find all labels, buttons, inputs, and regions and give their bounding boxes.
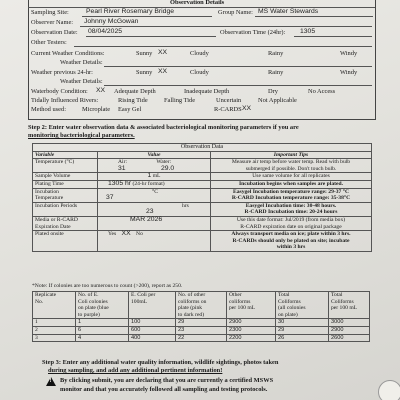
other-per-100ml-cell: 2900 <box>227 319 276 327</box>
table-row <box>33 173 372 181</box>
other-testers-label: Other Testers: <box>31 39 67 46</box>
table-row <box>33 326 370 334</box>
windy-option: Windy <box>340 50 358 57</box>
total-per-100ml-header: Total Coliforms per 100 mL <box>329 292 370 319</box>
variable-cell: Plated onsite <box>33 231 98 252</box>
replicate-no: 1 <box>33 319 76 327</box>
rising-tide-option: Rising Tide <box>118 97 148 104</box>
other-per-100ml-cell: 2300 <box>227 326 276 334</box>
uncertain-option: Uncertain <box>216 97 242 104</box>
method-easygel-option: Easy Gel <box>118 106 142 113</box>
windy-option-previous: Windy <box>340 69 358 76</box>
table-row <box>33 159 372 173</box>
group-name-value: MS Water Stewards <box>258 8 319 15</box>
current-weather-label: Current Weather Conditions: <box>31 50 105 57</box>
waterbody-condition-label: Waterbody Condition: <box>31 88 88 95</box>
not-applicable-option: Not Applicable <box>258 97 297 104</box>
sampling-site-value: Pearl River Rosemary Bridge <box>86 8 175 15</box>
warning-icon <box>46 377 56 386</box>
total-coliforms-cell: 26 <box>276 334 329 342</box>
other-coliforms-header: No. of other coliforms on plate (pink to dark red) <box>176 292 227 319</box>
variable-cell: Media or R-CARD Expiration Date <box>33 216 98 230</box>
replicate-header: Replicate No. <box>33 292 76 319</box>
other-per-100ml-header: Other coliforms per 100 mL <box>227 292 276 319</box>
adequate-depth-option: Adequate Depth <box>114 88 156 95</box>
sunny-option: Sunny <box>136 50 153 57</box>
step2-heading-cont: monitoring bacteriological parameters. <box>28 132 135 139</box>
no-access-option: No Access <box>308 88 336 95</box>
step2-heading: Step 2: Enter water observation data & associated bacteriological monitoring parameters if you are <box>28 124 299 131</box>
variable-cell: Temperature (°C) <box>33 159 98 173</box>
previous-weather-label: Weather previous 24-hr: <box>31 69 93 76</box>
value-cell: Yes XX No <box>98 231 211 252</box>
col-tips-header: Important Tips <box>211 151 372 159</box>
cloudy-option: Cloudy <box>190 50 209 57</box>
total-per-100ml-cell: 2900 <box>329 326 370 334</box>
inadequate-depth-option: Inadequate Depth <box>184 88 230 95</box>
tip-cell: Use same volume for all replicates <box>211 173 372 181</box>
sunny-check-mark: XX <box>158 49 168 56</box>
table-row <box>33 188 372 202</box>
sunny-option-previous: Sunny <box>136 69 153 76</box>
sampling-site-label: Sampling Site: <box>31 9 69 16</box>
ecoli-colonies-cell: 4 <box>76 334 129 342</box>
observation-time-label: Observation Time (24hr): <box>220 29 286 36</box>
table-row <box>33 231 372 252</box>
table-row <box>33 180 372 188</box>
col-value-header: Value <box>98 151 211 159</box>
table-row <box>33 216 372 230</box>
step3-heading: Step 3: Enter any additional water quality information, wildlife sightings, photos taken <box>42 359 279 366</box>
other-coliforms-cell: 29 <box>176 319 227 327</box>
rainy-option-previous: Rainy <box>268 69 284 76</box>
adequate-depth-check-mark: XX <box>96 87 106 94</box>
dry-option: Dry <box>268 88 278 95</box>
variable-cell: Sample Volume <box>33 173 98 181</box>
table-row <box>33 319 370 327</box>
replicate-table <box>32 291 370 342</box>
sunny-previous-check-mark: XX <box>158 68 168 75</box>
tip-cell: Incubation begins when samples are plated. <box>211 180 372 188</box>
tip-cell: Easygel Incubation time: 30-48 hours. R-CARD Incubation time: 20-24 hours <box>211 202 372 216</box>
certification-warning: By clicking submit, you are declaring that you are currently a certified MSWS <box>60 377 274 384</box>
total-per-100ml-cell: 2600 <box>329 334 370 342</box>
value-cell: hrs 23 <box>98 202 211 216</box>
other-coliforms-cell: 23 <box>176 326 227 334</box>
cloudy-option-previous: Cloudy <box>190 69 209 76</box>
method-rcards-option: R-CARDS <box>214 106 242 113</box>
ecoli-colonies-header: No. of E. Coli colonies on plate (blue to purple) <box>76 292 129 319</box>
method-used-label: Method used: <box>31 106 66 113</box>
observer-name-value: Johnny McGowan <box>84 18 139 25</box>
replicate-header-row <box>33 292 370 319</box>
value-cell: MAR 2026 <box>98 216 211 230</box>
total-per-100ml-cell: 3000 <box>329 319 370 327</box>
other-per-100ml-cell: 2200 <box>227 334 276 342</box>
too-numerous-note: *Note: If colonies are too numerous to count (>200), report as 250. <box>32 283 183 289</box>
rcards-check-mark: XX <box>242 105 252 112</box>
value-cell: °C 37 <box>98 188 211 202</box>
rainy-option: Rainy <box>268 50 284 57</box>
observation-date-value: 08/04/2025 <box>88 28 123 35</box>
replicate-no: 2 <box>33 326 76 334</box>
falling-tide-option: Falling Tide <box>164 97 196 104</box>
observation-time-value: 1305 <box>300 28 316 35</box>
variable-cell: Incubation Periods <box>33 202 98 216</box>
value-cell: 1 mL <box>98 173 211 181</box>
total-coliforms-header: Total Coliforms (all colonies on plate) <box>276 292 329 319</box>
tip-cell: Use this date format: Jul/2019 (from media box) R-CARD expiration date on original package <box>211 216 372 230</box>
other-coliforms-cell: 22 <box>176 334 227 342</box>
tidal-rivers-label: Tidally Influenced Rivers: <box>31 97 99 104</box>
weather-details-label: Weather Details: <box>60 59 103 66</box>
certification-warning-cont: monitor and that you accurately followed all sampling and testing protocols. <box>60 386 268 393</box>
value-cell: Air: Water: 31 29.0 <box>98 159 211 173</box>
observation-date-label: Observation Date: <box>31 29 78 36</box>
tip-cell: Easygel Incubation temperature range: 29-37 °C R-CARD Incubation temperature range: 35-38°C <box>211 188 372 202</box>
col-variable-header: Variable <box>33 151 98 159</box>
method-microplate-option: Microplate <box>82 106 111 113</box>
observer-name-label: Observer Name: <box>31 19 74 26</box>
table-row <box>33 202 372 216</box>
tip-cell: Always transport media on ice; plate within 3 hrs. R-CARDs should only be plated on site; incubate within 3 hrs <box>211 231 372 252</box>
observation-details-heading: Observation Details <box>170 0 225 6</box>
total-coliforms-cell: 29 <box>276 326 329 334</box>
observation-data-title: Observation Data <box>33 144 372 152</box>
ecoli-per-100ml-cell: 600 <box>129 326 176 334</box>
seal-logo <box>378 380 400 400</box>
ecoli-colonies-cell: 6 <box>76 326 129 334</box>
ecoli-colonies-cell: 1 <box>76 319 129 327</box>
weather-details-label-previous: Weather Details: <box>60 78 103 85</box>
tip-cell: Measure air temp before water temp. Read with bulb submerged if possible. Don't touch bulb. <box>211 159 372 173</box>
variable-cell: Incubation Temperature <box>33 188 98 202</box>
group-name-label: Group Name: <box>218 9 253 16</box>
ecoli-per-100ml-header: E. Coli per 100mL <box>129 292 176 319</box>
value-cell: 1305 hr (24-hr format) <box>98 180 211 188</box>
ecoli-per-100ml-cell: 100 <box>129 319 176 327</box>
replicate-no: 3 <box>33 334 76 342</box>
table-row <box>33 334 370 342</box>
ecoli-per-100ml-cell: 400 <box>129 334 176 342</box>
observation-data-table <box>32 143 372 252</box>
step3-heading-cont: during sampling, and add any additional pertinent information! <box>48 367 223 374</box>
total-coliforms-cell: 30 <box>276 319 329 327</box>
variable-cell: Plating Time <box>33 180 98 188</box>
